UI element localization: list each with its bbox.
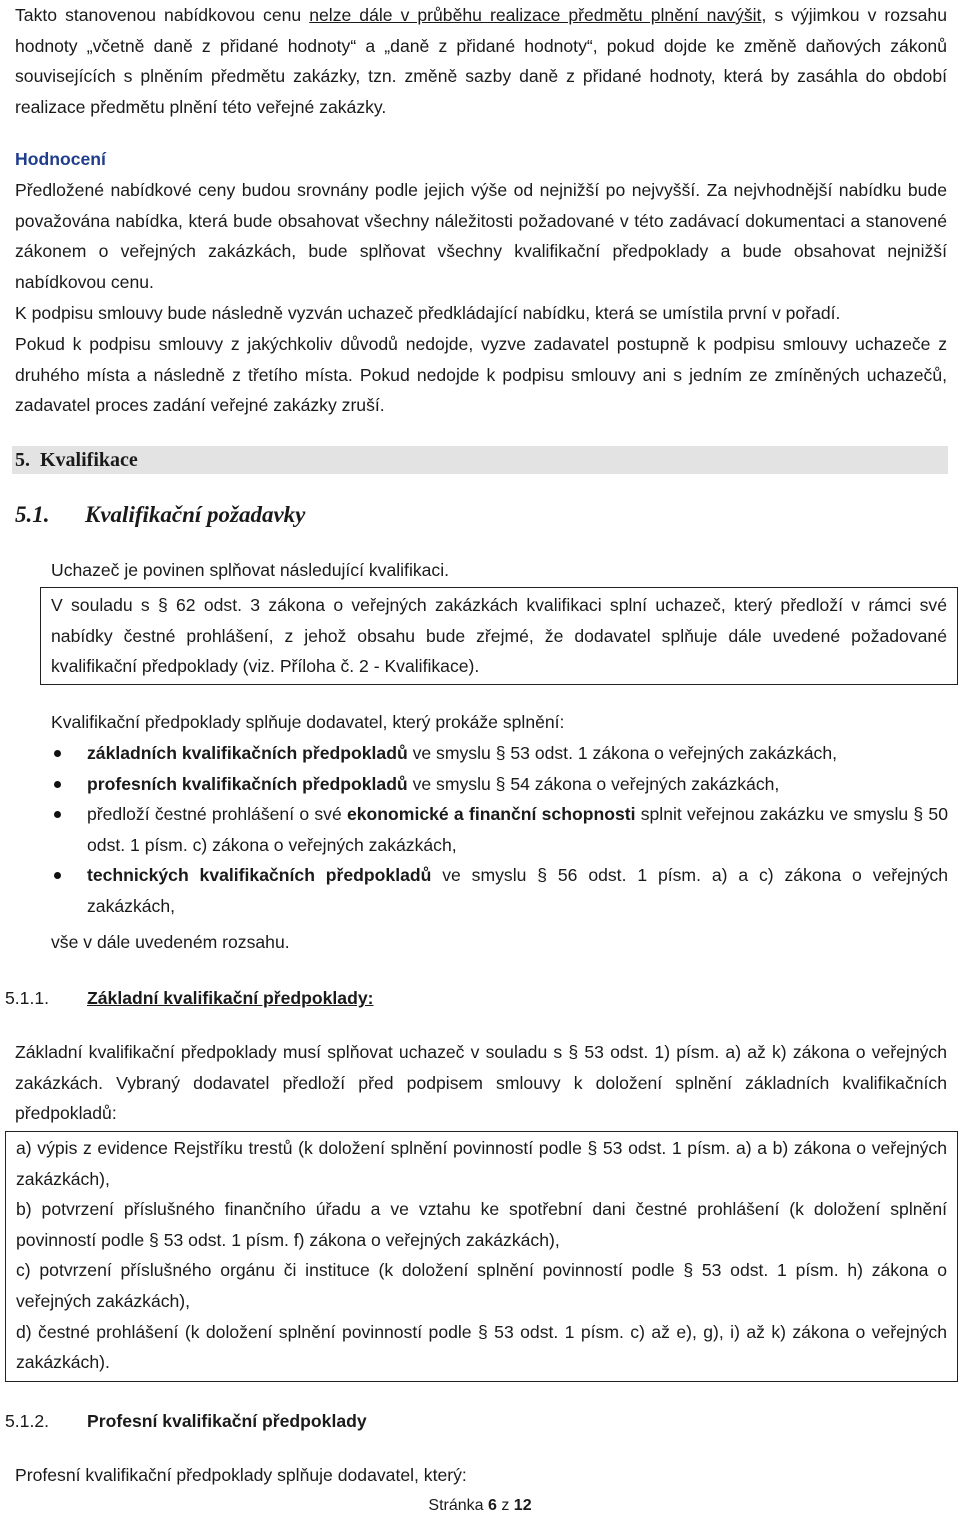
- section-5-1-title: Kvalifikační požadavky: [85, 502, 306, 527]
- section-5-1-1-number: 5.1.1.: [5, 988, 50, 1008]
- section-5-1-1-heading: [5, 983, 373, 1014]
- hodnoceni-heading: Hodnocení: [15, 149, 106, 169]
- section-5-1-2-text: Profesní kvalifikační předpoklady splňuje dodavatel, který:: [15, 1465, 467, 1485]
- section-5-heading: [12, 446, 948, 474]
- documents-item-c: c) potvrzení příslušného orgánu či instituce (k doložení splnění povinností podle § 53 odst. 1 písm. h) zákona o veřejných zakázkách),: [16, 1260, 947, 1311]
- bullets-intro: Kvalifikační předpoklady splňuje dodavatel, který prokáže splnění:: [51, 712, 565, 732]
- page-footer: Stránka 6 z 12: [428, 1497, 532, 1514]
- qualification-list: [50, 738, 948, 922]
- bullet-icon: [54, 750, 61, 757]
- bullet-icon: [54, 781, 61, 788]
- section-5-1-2-number: 5.1.2.: [5, 1411, 50, 1431]
- documents-box: [5, 1131, 958, 1382]
- documents-item-b: b) potvrzení příslušného finančního úřadu a ve vztahu ke spotřební dani čestné prohlášení (k doložení splnění povinností podle § 53 odst. 1 písm. f) zákona o veřejných zakázkách),: [16, 1199, 947, 1250]
- list-item: základních kvalifikačních předpokladů ve smyslu § 53 odst. 1 zákona o veřejných zakázkách,: [50, 738, 948, 769]
- section-5-title: Kvalifikace: [40, 449, 138, 471]
- hodnoceni-paragraph-2: K podpisu smlouvy bude následně vyzván uchazeč předkládající nabídku, která se umístila první v pořadí.: [15, 303, 841, 323]
- hodnoceni-paragraph-1: Předložené nabídkové ceny budou srovnány podle jejich výše od nejnižší po nejvyšší. Za nejvhodnější nabídku bude považována nabídka, která bude obsahovat všechny náležitosti požadované v této zadávací dokumentaci a stanovené zákonem o veřejných zakázkách, bude splňovat všechny kvalifikační předpoklady a bude obsahovat nejnižší nabídkovou cenu.: [15, 180, 947, 292]
- section-5-number: 5.: [15, 449, 30, 471]
- documents-item-d: d) čestné prohlášení (k doložení splnění povinností podle § 53 odst. 1 písm. c) až e), g), i) až k) zákona o veřejných zakázkách).: [16, 1321, 947, 1373]
- section-5-1-number: 5.1.: [15, 502, 50, 527]
- bullets-outro: vše v dále uvedeném rozsahu.: [51, 932, 290, 952]
- page-total: 12: [513, 1497, 532, 1514]
- intro-text-underlined: nelze dále v průběhu realizace předmětu plnění navýšit: [309, 5, 762, 25]
- kvalifikace-lead: Uchazeč je povinen splňovat následující kvalifikaci.: [51, 560, 450, 580]
- bullet-icon: [54, 811, 61, 818]
- list-item: technických kvalifikačních předpokladů ve smyslu § 56 odst. 1 písm. a) a c) zákona o veřejných zakázkách,: [50, 860, 948, 921]
- section-5-1-1-text: Základní kvalifikační předpoklady musí splňovat uchazeč v souladu s § 53 odst. 1) písm. a) až k) zákona o veřejných zakázkách. Vybraný dodavatel předloží před podpisem smlouvy k doložení splnění základních kvalifikačních předpokladů:: [15, 1042, 947, 1124]
- section-5-1-heading: [15, 500, 305, 530]
- documents-item-a: a) výpis z evidence Rejstříku trestů (k doložení splnění povinností podle § 53 odst. 1 písm. a) a b) zákona o veřejných zakázkách),: [16, 1138, 947, 1189]
- intro-text-c: , s výjimkou v rozsahu hodnoty „včetně daně z přidané hodnoty“ a „daně z přidané hodnoty“, pokud dojde ke změně daňových zákonů souvisejících s plněním předmětu zakázky, tzn. změně sazby daně z přidané hodnoty, která by zasáhla do období realizace předmětu plnění této veřejné zakázky.: [15, 5, 947, 117]
- intro-text-a: Takto stanovenou nabídkovou cenu: [15, 5, 310, 25]
- section-5-1-2-heading: [5, 1406, 367, 1437]
- page-number: 6: [488, 1497, 497, 1514]
- bullet-icon: [54, 872, 61, 879]
- hodnoceni-paragraph-3: Pokud k podpisu smlouvy z jakýchkoliv důvodů nedojde, vyzve zadavatel postupně k podpisu smlouvy uchazeče z druhého místa a následně z třetího místa. Pokud nedojde k podpisu smlouvy ani s jedním ze zmíněných uchazečů, zadavatel proces zadání veřejné zakázky zruší.: [15, 334, 947, 416]
- list-item: profesních kvalifikačních předpokladů ve smyslu § 54 zákona o veřejných zakázkách,: [50, 769, 948, 800]
- kvalifikace-box: V souladu s § 62 odst. 3 zákona o veřejných zakázkách kvalifikaci splní uchazeč, který předloží v rámci své nabídky čestné prohlášení, z jehož obsahu bude zřejmé, že dodavatel splňuje dále uvedené požadované kvalifikační předpoklady (viz. Příloha č. 2 - Kvalifikace).: [40, 587, 958, 685]
- section-5-1-2-title: Profesní kvalifikační předpoklady: [87, 1411, 367, 1431]
- intro-paragraph: [15, 0, 947, 122]
- list-item: předloží čestné prohlášení o své ekonomické a finanční schopnosti splnit veřejnou zakázku ve smyslu § 50 odst. 1 písm. c) zákona o veřejných zakázkách,: [50, 799, 948, 860]
- section-5-1-1-title: Základní kvalifikační předpoklady:: [87, 988, 374, 1008]
